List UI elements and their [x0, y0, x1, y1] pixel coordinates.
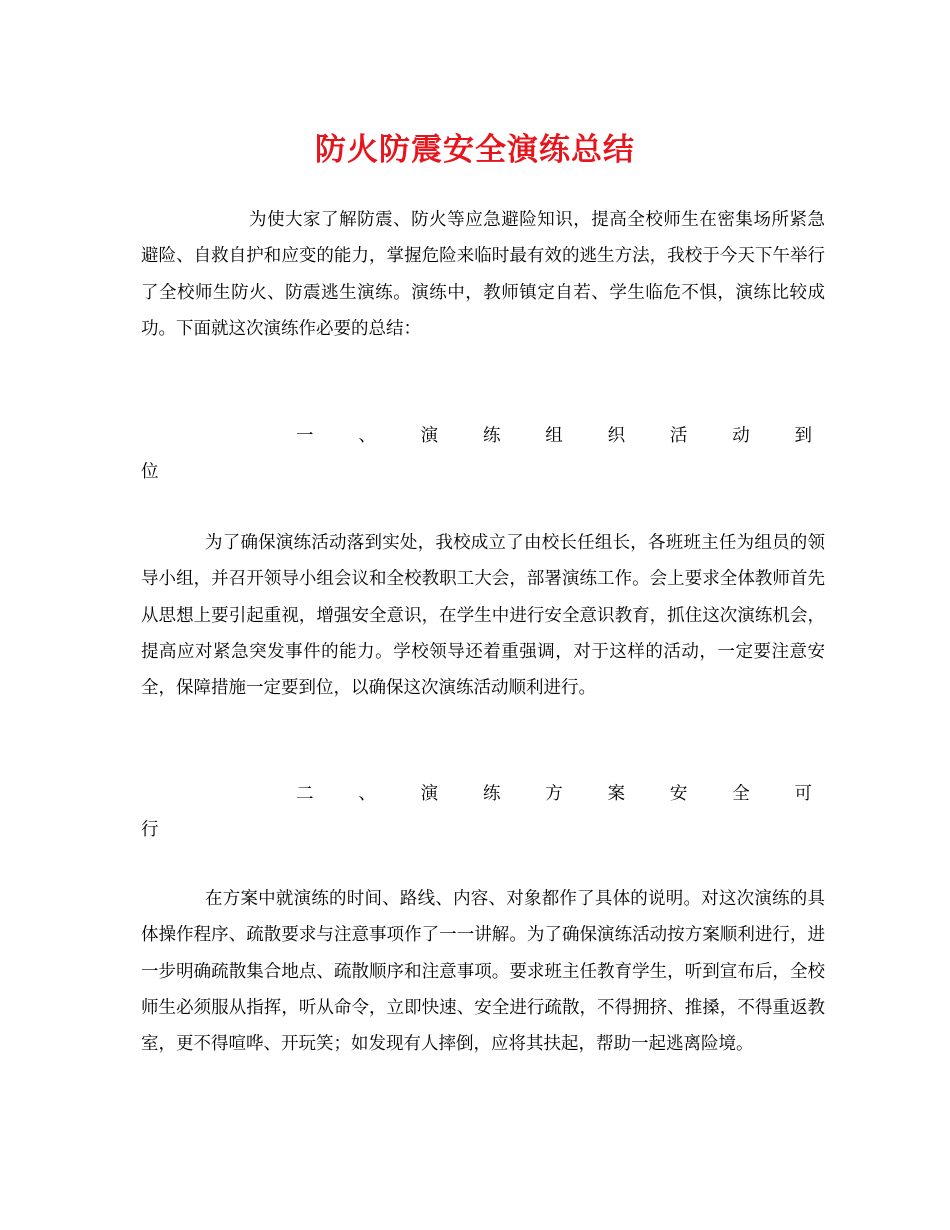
document-title: 防火防震安全演练总结: [315, 132, 635, 168]
section-1-heading-char: 织: [607, 426, 626, 446]
section-1-heading: [296, 421, 812, 451]
section-1-heading-char: 一: [296, 426, 314, 446]
section-2-heading-char: 二: [296, 784, 314, 804]
section-1-heading-char: 到: [794, 426, 812, 446]
section-1-heading-char: 活: [669, 426, 688, 446]
section-1-heading-char: 组: [545, 426, 563, 446]
section-2-heading-char: 、: [358, 784, 376, 804]
intro-paragraph: 为使大家了解防震、防火等应急避险知识，提高全校师生在密集场所紧急避险、自救自护和应变的能力，掌握危险来临时最有效的逃生方法，我校于今天下午举行了全校师生防火、防震逃生演练。演练中，教师镇定自若、学生临危不惧，演练比较成功。下面就这次演练作必要的总结：: [141, 210, 825, 339]
section-1-body: 为了确保演练活动落到实处，我校成立了由校长任组长，各班班主任为组员的领导小组，并召开领导小组会议和全校教职工大会，部署演练工作。会上要求全体教师首先从思想上要引起重视，增强安全意识，在学生中进行安全意识教育，抓住这次演练机会，提高应对紧急突发事件的能力。学校领导还着重强调，对于这样的活动，一定要注意安全，保障措施一定要到位，以确保这次演练活动顺利进行。: [141, 533, 825, 699]
section-1-heading-char: 动: [732, 426, 750, 446]
section-2-heading-char: 案: [607, 784, 626, 804]
section-2-heading: [296, 779, 812, 809]
section-1-heading-tail: 位: [141, 462, 159, 482]
section-2-body: 在方案中就演练的时间、路线、内容、对象都作了具体的说明。对这次演练的具体操作程序、疏散要求与注意事项作了一一讲解。为了确保演练活动按方案顺利进行，进一步明确疏散集合地点、疏散顺序和注意事项。要求班主任教育学生，听到宣布后，全校师生必须服从指挥，听从命令，立即快速、安全进行疏散，不得拥挤、推搡，不得重返教室，更不得喧哗、开玩笑；如发现有人摔倒，应将其扶起，帮助一起逃离险境。: [141, 889, 825, 1055]
section-1-heading-char: 、: [358, 426, 376, 446]
section-2-heading-char: 全: [732, 784, 750, 804]
section-1-heading-char: 演: [420, 426, 439, 446]
section-2-heading-char: 可: [794, 784, 812, 804]
section-1-heading-char: 练: [482, 426, 501, 446]
section-2-heading-tail: 行: [141, 820, 159, 840]
section-2-heading-char: 安: [669, 784, 688, 804]
section-2-heading-char: 方: [545, 784, 563, 804]
section-2-heading-char: 演: [420, 784, 439, 804]
section-2-heading-char: 练: [482, 784, 501, 804]
